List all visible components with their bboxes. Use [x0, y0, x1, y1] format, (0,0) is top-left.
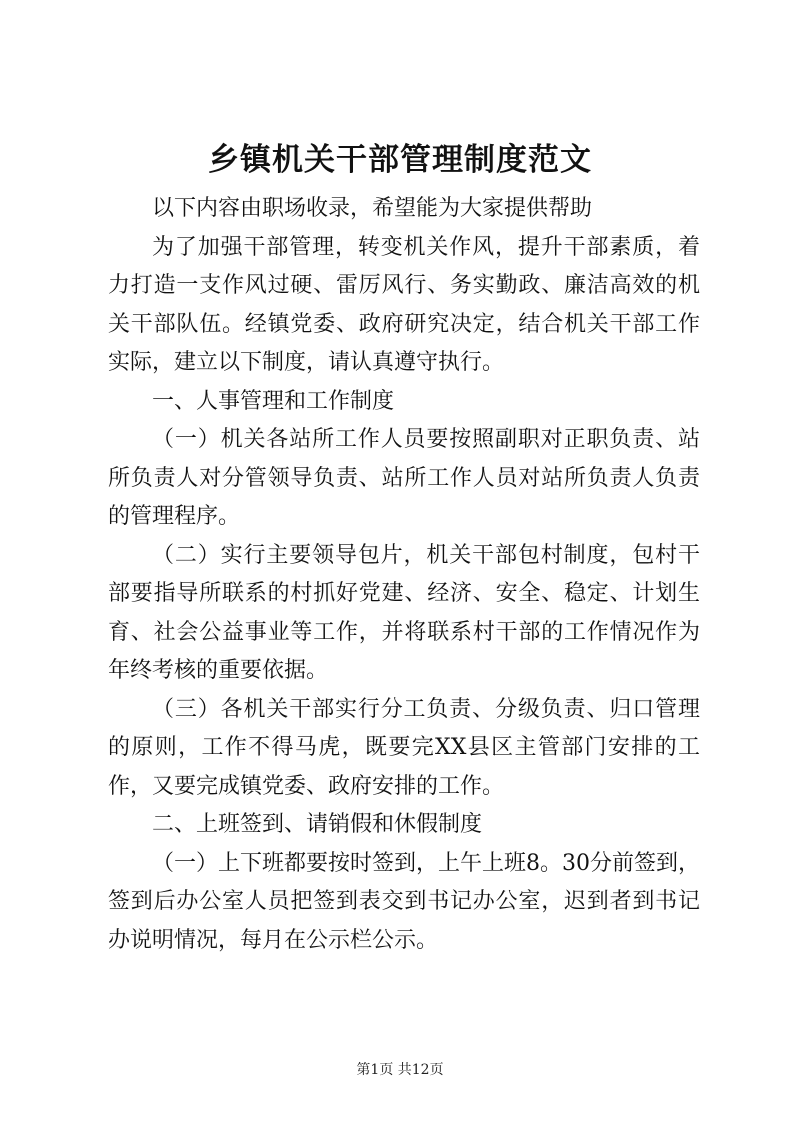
section-heading-2: 二、上班签到、请销假和休假制度: [152, 812, 483, 837]
document-title: 乡镇机关干部管理制度范文: [208, 142, 592, 178]
section-heading-1: 一、人事管理和工作制度: [152, 388, 395, 414]
document-body: [108, 190, 700, 960]
intro-paragraph: 以下内容由职场收录，希望能为大家提供帮助: [152, 196, 593, 221]
preamble-paragraph: 为了加强干部管理，转变机关作风，提升干部素质，着力打造一支作风过硬、雷厉风行、务实勤政、廉洁高效的机关干部队伍。经镇党委、政府研究决定，结合机关干部工作实际，建立以下制度，请认真遵守执行。: [108, 234, 700, 375]
clause-paragraph: （二）实行主要领导包片，机关干部包村制度，包村干部要指导所联系的村抓好党建、经济、安全、稳定、计划生育、社会公益事业等工作，并将联系村干部的工作情况作为年终考核的重要依据。: [108, 542, 700, 683]
clause-paragraph: （三）各机关干部实行分工负责、分级负责、归口管理的原则，工作不得马虎，既要完XX县区主管部门安排的工作，又要完成镇党委、政府安排的工作。: [108, 696, 700, 799]
clause-paragraph: （一）上下班都要按时签到，上午上班8。30分前签到，签到后办公室人员把签到表交到书记办公室，迟到者到书记办说明情况，每月在公示栏公示。: [108, 850, 700, 953]
page-number-footer: 第1页 共12页: [356, 1062, 444, 1078]
clause-paragraph: （一）机关各站所工作人员要按照副职对正职负责、站所负责人对分管领导负责、站所工作人员对站所负责人负责的管理程序。: [108, 427, 700, 529]
